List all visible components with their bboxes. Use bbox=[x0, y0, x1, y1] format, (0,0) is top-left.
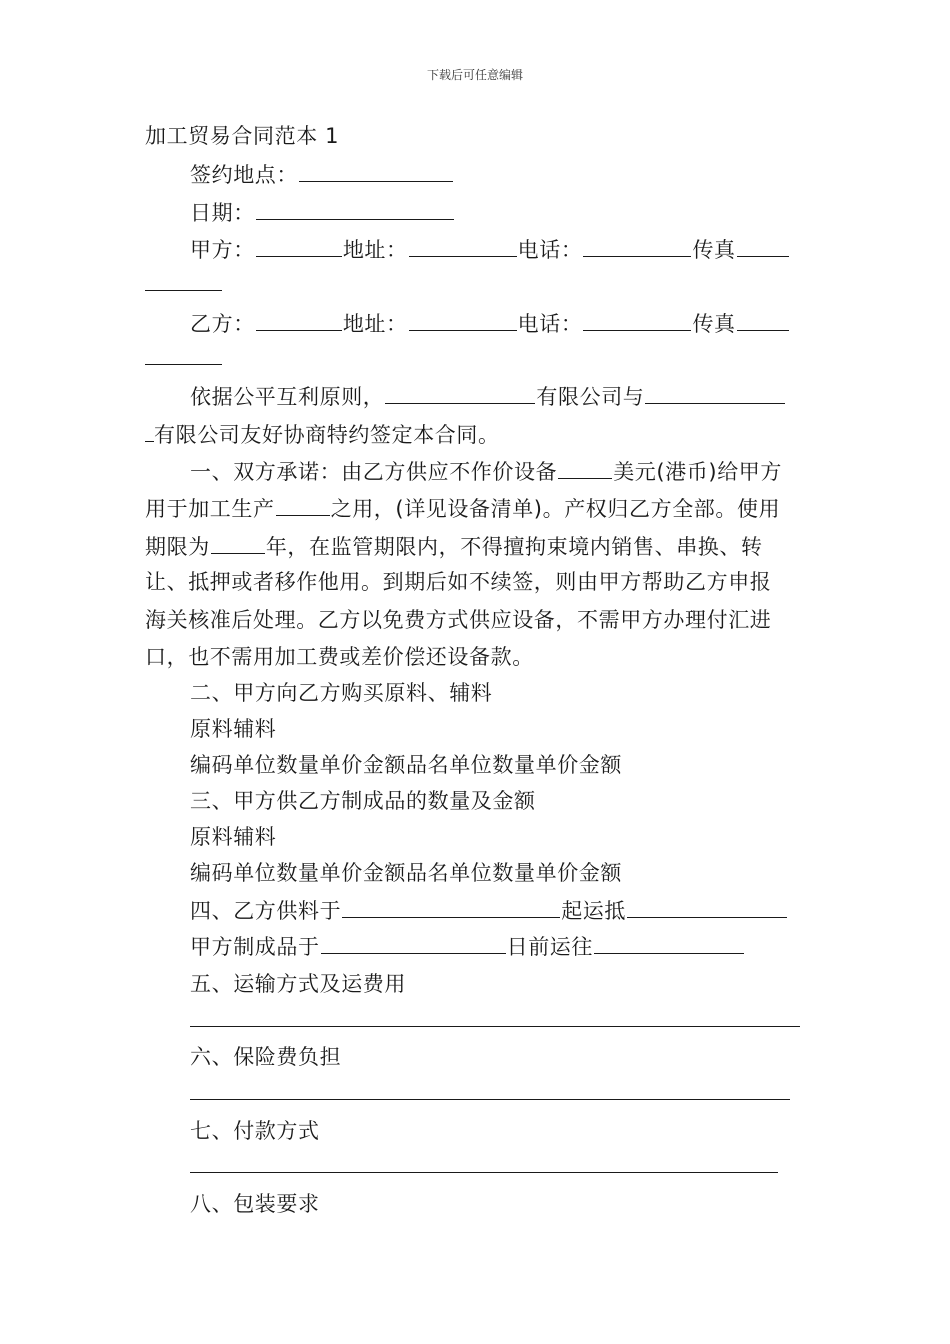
product-blank[interactable] bbox=[276, 493, 330, 516]
clause-1-text-3b: 年，在监管期限内，不得擅拘束境内销售、串换、转 bbox=[265, 535, 763, 559]
clause-1-text-2a: 用于加工生产 bbox=[145, 497, 275, 521]
equipment-value-blank[interactable] bbox=[558, 456, 612, 479]
date-blank[interactable] bbox=[256, 197, 454, 220]
date-line bbox=[190, 197, 455, 227]
clause-1-line-5: 海关核准后处理。乙方以免费方式供应设备，不需甲方办理付汇进 bbox=[145, 608, 772, 632]
party-b-fax-blank[interactable] bbox=[737, 308, 789, 331]
clause-1-text-2b: 之用，(详见设备清单)。产权归乙方全部。使用 bbox=[330, 497, 781, 521]
destination-blank[interactable] bbox=[627, 895, 787, 918]
ship-to-blank[interactable] bbox=[594, 931, 744, 954]
clause-4-text-2b: 日前运往 bbox=[506, 935, 594, 959]
party-b-line bbox=[190, 308, 790, 338]
clause-1-line-4: 让、抵押或者移作他用。到期后如不续签，则由甲方帮助乙方申报 bbox=[145, 570, 772, 594]
clause-1-line-1 bbox=[190, 456, 782, 486]
party-a-fax-label: 传真 bbox=[692, 238, 736, 262]
party-a-fax-blank[interactable] bbox=[737, 234, 789, 257]
intro-line-1 bbox=[190, 381, 786, 411]
party-b-name-blank[interactable] bbox=[256, 308, 342, 331]
party-b-fax-label: 传真 bbox=[692, 312, 736, 336]
clause-5-blank[interactable] bbox=[190, 1026, 800, 1027]
clause-1-text-1b: 美元(港币)给甲方 bbox=[613, 460, 782, 484]
clause-4-line-1 bbox=[190, 895, 788, 925]
sign-place-label: 签约地点： bbox=[190, 163, 298, 187]
clause-4-text-1a: 四、乙方供料于 bbox=[190, 899, 342, 923]
finished-date-blank[interactable] bbox=[321, 931, 506, 954]
supply-date-blank[interactable] bbox=[342, 895, 560, 918]
party-a-fax-blank-cont[interactable] bbox=[145, 290, 222, 291]
document-title: 加工贸易合同范本 1 bbox=[145, 124, 340, 148]
party-a-address-blank[interactable] bbox=[409, 234, 517, 257]
party-a-line bbox=[190, 234, 790, 264]
intro-text-1: 依据公平互利原则， bbox=[190, 385, 385, 409]
intro-line-2 bbox=[145, 419, 500, 449]
clause-8-title: 八、包装要求 bbox=[190, 1192, 320, 1216]
clause-7-title: 七、付款方式 bbox=[190, 1119, 320, 1143]
clause-6-title: 六、保险费负担 bbox=[190, 1045, 342, 1069]
party-b-address-label: 地址： bbox=[342, 312, 408, 336]
party-b-phone-blank[interactable] bbox=[583, 308, 691, 331]
clause-1-line-3 bbox=[145, 531, 763, 561]
date-label: 日期： bbox=[190, 201, 255, 225]
clause-3-category: 原料辅料 bbox=[190, 825, 277, 849]
party-b-fax-blank-cont[interactable] bbox=[145, 364, 222, 365]
intro-text-2: 有限公司与 bbox=[536, 385, 645, 409]
intro-text-3: 有限公司友好协商特约签定本合同。 bbox=[154, 423, 500, 447]
clause-1-text-3a: 期限为 bbox=[145, 535, 210, 559]
clause-2-columns: 编码单位数量单价金额品名单位数量单价金额 bbox=[190, 753, 622, 777]
party-b-label: 乙方： bbox=[190, 312, 255, 336]
clause-4-line-2 bbox=[190, 931, 745, 961]
party-a-address-label: 地址： bbox=[342, 238, 408, 262]
term-years-blank[interactable] bbox=[211, 531, 265, 554]
party-a-phone-blank[interactable] bbox=[583, 234, 691, 257]
page-header-note: 下载后可任意编辑 bbox=[426, 68, 523, 82]
sign-place-line bbox=[190, 159, 454, 189]
clause-4-text-1b: 起运抵 bbox=[561, 899, 627, 923]
party-b-phone-label: 电话： bbox=[517, 312, 583, 336]
sign-place-blank[interactable] bbox=[299, 159, 453, 182]
clause-2-title: 二、甲方向乙方购买原料、辅料 bbox=[190, 681, 493, 705]
clause-3-title: 三、甲方供乙方制成品的数量及金额 bbox=[190, 789, 536, 813]
clause-4-text-2a: 甲方制成品于 bbox=[190, 935, 320, 959]
party-b-address-blank[interactable] bbox=[409, 308, 517, 331]
clause-5-title: 五、运输方式及运费用 bbox=[190, 972, 406, 996]
company-b-blank[interactable] bbox=[645, 381, 785, 404]
clause-1-line-2 bbox=[145, 493, 780, 523]
party-a-label: 甲方： bbox=[190, 238, 255, 262]
clause-6-blank[interactable] bbox=[190, 1099, 790, 1100]
company-b-blank-cont[interactable] bbox=[145, 419, 154, 442]
clause-1-text-1a: 一、双方承诺：由乙方供应不作价设备 bbox=[190, 460, 558, 484]
clause-7-blank[interactable] bbox=[190, 1172, 778, 1173]
party-a-phone-label: 电话： bbox=[517, 238, 583, 262]
clause-2-category: 原料辅料 bbox=[190, 717, 277, 741]
party-a-name-blank[interactable] bbox=[256, 234, 342, 257]
clause-3-columns: 编码单位数量单价金额品名单位数量单价金额 bbox=[190, 861, 622, 885]
company-a-blank[interactable] bbox=[385, 381, 535, 404]
clause-1-line-6: 口，也不需用加工费或差价偿还设备款。 bbox=[145, 645, 534, 669]
